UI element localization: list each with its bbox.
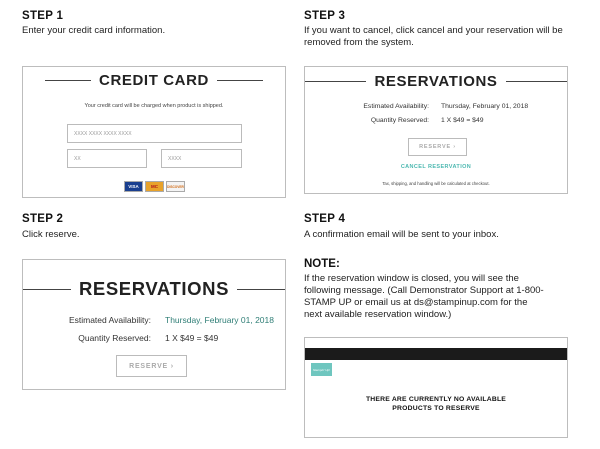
credit-card-panel (22, 66, 286, 198)
title-divider-right (237, 289, 285, 290)
reserve-button[interactable]: RESERVE › (116, 355, 187, 377)
reservation-title-row (23, 278, 285, 300)
quantity-row (305, 117, 569, 124)
closed-window-panel (304, 337, 568, 438)
cancel-reservation-link[interactable]: CANCEL RESERVATION (400, 164, 472, 170)
availability-row (23, 315, 287, 325)
step3-heading: STEP 3 (304, 10, 346, 22)
mastercard-icon: MC (145, 181, 164, 192)
cvv-input[interactable]: XXXX (161, 149, 242, 168)
tax-footnote: Tax, shipping, and handling will be calculated at checkout. (382, 181, 490, 186)
availability-label: Estimated Availability: (68, 315, 151, 325)
no-products-line1: THERE ARE CURRENTLY NO AVAILABLE (365, 396, 507, 403)
step2-text: Click reserve. (22, 229, 80, 240)
title-divider-left (305, 81, 366, 82)
step1-heading: STEP 1 (22, 10, 64, 22)
quantity-label: Quantity Reserved: (78, 333, 151, 343)
title-divider-left (23, 289, 71, 290)
availability-label: Estimated Availability: (363, 103, 429, 110)
credit-card-title-row (23, 72, 285, 89)
title-divider-left (45, 80, 91, 81)
title-divider-right (506, 81, 567, 82)
quantity-row (23, 333, 287, 343)
reservation-title: RESERVATIONS (374, 73, 498, 90)
stampin-up-logo (311, 363, 332, 376)
reservation-panel-large (22, 259, 286, 390)
credit-card-title: CREDIT CARD (99, 72, 209, 89)
quantity-label: Quantity Reserved: (370, 117, 429, 124)
note-heading: NOTE: (304, 258, 340, 270)
logo-text: Stampin' Up! (312, 367, 331, 372)
reservation-panel-cancel (304, 66, 568, 194)
reserve-button[interactable]: RESERVE › (408, 138, 467, 156)
title-divider-right (217, 80, 263, 81)
step1-text: Enter your credit card information. (22, 25, 166, 36)
header-dark-bar (305, 348, 567, 360)
note-text: If the reservation window is closed, you will see the following message. (Call Demonstrator Support at 1-800-STAMP UP or email us at ds@stampinup.com for the next available reservation window.) (304, 273, 544, 320)
no-products-line2: PRODUCTS TO RESERVE (392, 405, 480, 412)
quantity-value: 1 X $49 = $49 (165, 333, 219, 343)
credit-card-subtitle: Your credit card will be charged when product is shipped. (84, 103, 224, 109)
visa-card-icon: VISA (124, 181, 143, 192)
reservation-title-row (305, 73, 567, 90)
availability-value: Thursday, February 01, 2018 (441, 103, 529, 110)
step3-text: If you want to cancel, click cancel and your reservation will be removed from the system. (304, 25, 563, 48)
expiration-input[interactable]: XX (67, 149, 147, 168)
availability-row (305, 103, 569, 110)
step4-text: A confirmation email will be sent to your inbox. (304, 229, 499, 240)
card-number-input[interactable]: XXXX XXXX XXXX XXXX (67, 124, 242, 143)
quantity-value: 1 X $49 = $49 (441, 117, 484, 124)
step4-heading: STEP 4 (304, 213, 346, 225)
availability-value: Thursday, February 01, 2018 (165, 315, 274, 325)
reservation-title: RESERVATIONS (78, 278, 230, 299)
step2-heading: STEP 2 (22, 213, 64, 225)
discover-card-icon: DISCOVER (166, 181, 185, 192)
